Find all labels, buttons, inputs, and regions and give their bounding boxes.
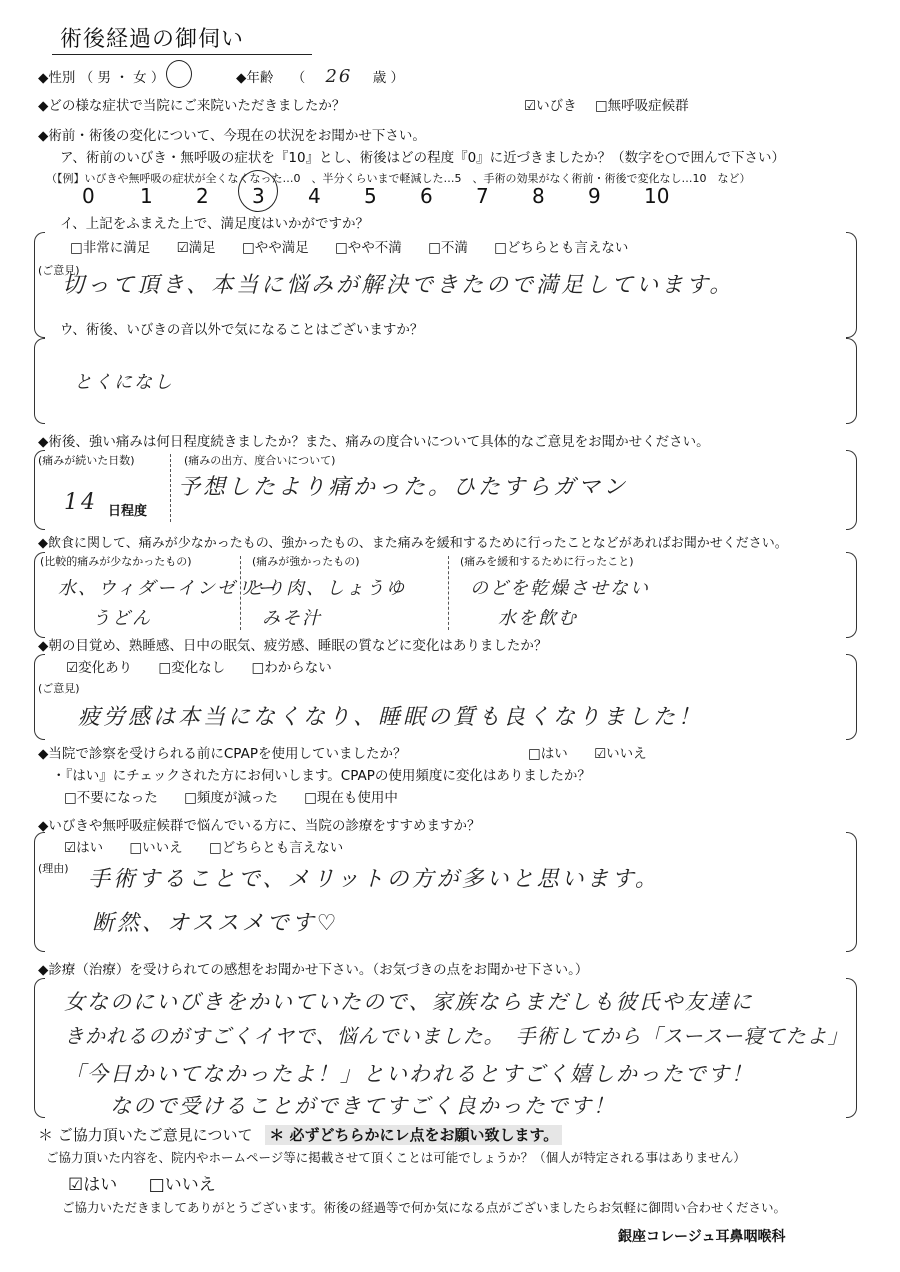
- checkbox-checked-icon[interactable]: ☑: [68, 1175, 84, 1195]
- scale-selected-circle: [238, 170, 278, 212]
- impression-line3[interactable]: 「今日かいてなかったよ！」といわれるとすごく嬉しかったです！: [64, 1062, 754, 1086]
- impression-question: ◆診療（治療）を受けられての感想をお聞かせ下さい。（お気づきの点をお聞かせ下さい。）: [38, 962, 589, 978]
- impression-line2[interactable]: きかれるのがすごくイヤで、悩んでいました。 手術してから「スースー寝てたよ」: [64, 1024, 849, 1048]
- other-question: ウ、術後、いびきの音以外で気になることはございますか？: [60, 322, 424, 338]
- recommend-reason-line2[interactable]: 断然、オススメです♡: [92, 911, 340, 936]
- age-close: ）: [390, 70, 404, 86]
- consent-heading-b: ＊ 必ずどちらかにレ点をお願い致します。: [265, 1125, 562, 1145]
- sat-option-satisfied: 満足: [188, 240, 216, 256]
- scale-10[interactable]: 10: [644, 184, 670, 208]
- food-col1-line1[interactable]: 水、ウィダーインゼリー: [58, 578, 277, 599]
- satisfaction-question: イ、上記をふまえた上で、満足度はいかがですか？: [60, 216, 370, 232]
- sat-option-somewhat-dis[interactable]: □やや不満: [335, 240, 402, 256]
- pain-bracket-right: [846, 450, 857, 530]
- gender-selected-circle: [166, 60, 192, 88]
- scale-5[interactable]: 5: [364, 184, 377, 208]
- cpap-yes[interactable]: □はい: [528, 746, 568, 762]
- cpap-options: [528, 742, 647, 762]
- sat-option-somewhat[interactable]: □やや満足: [241, 240, 309, 256]
- food-col1-label: (比較的痛みが少なかったもの): [40, 555, 192, 568]
- cpap-sub-reduced[interactable]: □頻度が減った: [184, 790, 278, 806]
- change-heading: ◆術前・術後の変化について、今現在の状況をお聞かせ下さい。: [38, 128, 426, 144]
- symptom-snoring: いびき: [536, 98, 577, 114]
- food-col3-line1[interactable]: のどを乾燥させない: [470, 578, 650, 599]
- symptoms-question: ◆どの様な症状で当院にご来院いただきましたか？: [38, 98, 346, 114]
- consent-options: [68, 1170, 216, 1195]
- food-col2-line2[interactable]: みそ汁: [262, 608, 322, 629]
- change-question: ア、術前のいびき・無呼吸の症状を『10』とし、術後はどの程度『0』に近づきましたか？（数字を○で囲んで下さい）: [60, 150, 785, 166]
- recommend-question: ◆いびきや無呼吸症候群で悩んでいる方に、当院の診療をすすめますか？: [38, 818, 481, 834]
- food-col1-line2[interactable]: うどん: [92, 608, 152, 629]
- scale-4[interactable]: 4: [308, 184, 321, 208]
- change-example: （【例】いびきや無呼吸の症状が全くなくなった…0 、半分くらいまで軽減した…5 、手術の効果がなく術前・術後で変化なし…10 など）: [46, 172, 751, 185]
- age-label: ◆年齢: [236, 70, 274, 86]
- sat-option-neither[interactable]: □どちらとも言えない: [494, 240, 629, 256]
- recommend-neither[interactable]: □どちらとも言えない: [208, 840, 344, 856]
- consent-no[interactable]: □いいえ: [148, 1175, 216, 1195]
- cpap-sub-question: ・『はい』にチェックされた方にお伺いします。CPAPの使用頻度に変化はありましたか？: [52, 768, 591, 784]
- gender-female[interactable]: 女: [133, 70, 147, 86]
- thanks-text: ご協力いただきましてありがとうございます。術後の経過等で何か気になる点がございましたらお気軽に御問い合わせください。: [62, 1200, 787, 1215]
- pain-question: ◆術後、強い痛みは何日程度続きましたか？また、痛みの度合いについて具体的なご意見をお聞かせください。: [38, 434, 710, 450]
- gender-label: ◆性別: [38, 70, 76, 86]
- symptoms-options: [524, 94, 689, 114]
- checkbox-checked-icon[interactable]: ☑: [176, 240, 189, 256]
- symptom-apnea[interactable]: □無呼吸症候群: [594, 98, 689, 114]
- pain-divider: [170, 454, 171, 522]
- recommend-bracket-left: [34, 832, 45, 952]
- other-bracket-left: [34, 338, 45, 424]
- consent-heading-a: ＊ ご協力頂いたご意見について: [38, 1126, 253, 1144]
- scale-1[interactable]: 1: [140, 184, 153, 208]
- satisfaction-opinion-label: (ご意見): [38, 264, 80, 277]
- impression-line4[interactable]: なので受けることができてすごく良かったです！: [110, 1094, 616, 1118]
- scale-0[interactable]: 0: [82, 184, 95, 208]
- morning-bracket-left: [34, 654, 45, 740]
- food-col3-label: (痛みを緩和するために行ったこと): [460, 555, 634, 568]
- cpap-sub-still[interactable]: □現在も使用中: [304, 790, 398, 806]
- scale-6[interactable]: 6: [420, 184, 433, 208]
- checkbox-checked-icon[interactable]: ☑: [594, 746, 607, 762]
- satisfaction-opinion[interactable]: 切って頂き、本当に悩みが解決できたので満足しています。: [62, 273, 735, 298]
- scale-3[interactable]: 3: [252, 184, 265, 208]
- recommend-yes: はい: [76, 840, 104, 856]
- cpap-question: ◆当院で診察を受けられる前にCPAPを使用していましたか？: [38, 746, 407, 762]
- food-col2-line1[interactable]: とり肉、しょうゆ: [246, 578, 406, 599]
- scale-8[interactable]: 8: [532, 184, 545, 208]
- satisfaction-options: [70, 236, 628, 256]
- pain-days-label: (痛みが続いた日数): [38, 454, 135, 467]
- sat-option-dis[interactable]: □不満: [428, 240, 468, 256]
- morning-question: ◆朝の目覚め、熟睡感、日中の眠気、疲労感、睡眠の質などに変化はありましたか？: [38, 638, 548, 654]
- page-title: 術後経過の御伺い: [60, 27, 245, 52]
- consent-heading: [38, 1124, 562, 1145]
- satisfaction-bracket-left: [34, 232, 45, 338]
- cpap-no: いいえ: [606, 746, 647, 762]
- food-divider-1: [240, 556, 241, 630]
- morning-option-nochange[interactable]: □変化なし: [158, 660, 226, 676]
- age-row: [236, 66, 404, 87]
- recommend-reason-line1[interactable]: 手術することで、メリットの方が多いと思います。: [88, 867, 660, 892]
- food-col2-label: (痛みが強かったもの): [252, 555, 360, 568]
- cpap-sub-options: [64, 786, 398, 806]
- morning-option-changed: 変化あり: [78, 660, 133, 676]
- gender-close: ）: [150, 70, 165, 86]
- gender-male[interactable]: 男: [97, 70, 111, 86]
- age-unit: 歳: [372, 70, 387, 86]
- pain-days-unit: 日程度: [108, 504, 148, 519]
- food-col3-line2[interactable]: 水を飲む: [498, 608, 578, 629]
- morning-option-unknown[interactable]: □わからない: [251, 660, 332, 676]
- scale-9[interactable]: 9: [588, 184, 601, 208]
- scale-7[interactable]: 7: [476, 184, 489, 208]
- recommend-reason-label: (理由): [38, 862, 69, 875]
- satisfaction-bracket-right: [846, 232, 857, 338]
- clinic-name: 銀座コレージュ耳鼻咽喉科: [618, 1229, 786, 1245]
- age-open: （: [291, 70, 306, 86]
- checkbox-checked-icon[interactable]: ☑: [66, 660, 79, 676]
- scale-2[interactable]: 2: [196, 184, 209, 208]
- consent-question: ご協力頂いた内容を、院内やホームページ等に掲載させて頂くことは可能でしょうか？（個人が特定される事はありません）: [46, 1150, 746, 1165]
- gender-dot: ・: [115, 70, 129, 86]
- food-divider-2: [448, 556, 449, 630]
- checkbox-checked-icon[interactable]: ☑: [64, 840, 77, 856]
- recommend-bracket-right: [846, 832, 857, 952]
- pain-days-value[interactable]: 14: [64, 490, 98, 515]
- recommend-no[interactable]: □いいえ: [129, 840, 183, 856]
- morning-opinion[interactable]: 疲労感は本当になくなり、睡眠の質も良くなりました！: [78, 705, 704, 730]
- title-underline: [52, 54, 312, 55]
- morning-bracket-right: [846, 654, 857, 740]
- pain-degree-text[interactable]: 予想したより痛かった。ひたすらガマン: [178, 475, 629, 500]
- consent-yes: はい: [83, 1175, 118, 1195]
- recommend-options: [64, 836, 343, 856]
- impression-bracket-left: [34, 978, 45, 1118]
- other-answer[interactable]: とくになし: [74, 372, 174, 393]
- food-question: ◆飲食に関して、痛みが少なかったもの、強かったもの、また痛みを緩和するために行ったことなどがあればお聞かせください。: [38, 536, 788, 551]
- sat-option-very[interactable]: □非常に満足: [70, 240, 151, 256]
- cpap-sub-unneeded[interactable]: □不要になった: [64, 790, 158, 806]
- gender-row: [38, 66, 164, 86]
- age-value[interactable]: 26: [325, 66, 353, 87]
- other-bracket-right: [846, 338, 857, 424]
- pain-degree-label: (痛みの出方、度合いについて): [184, 454, 336, 467]
- morning-opinion-label: (ご意見): [38, 682, 80, 695]
- checkbox-checked-icon[interactable]: ☑: [524, 98, 537, 114]
- food-bracket-right: [846, 552, 857, 638]
- gender-open: （: [79, 70, 94, 86]
- impression-line1[interactable]: 女なのにいびきをかいていたので、家族ならまだしも彼氏や友達に: [64, 990, 754, 1014]
- morning-options: [66, 656, 332, 676]
